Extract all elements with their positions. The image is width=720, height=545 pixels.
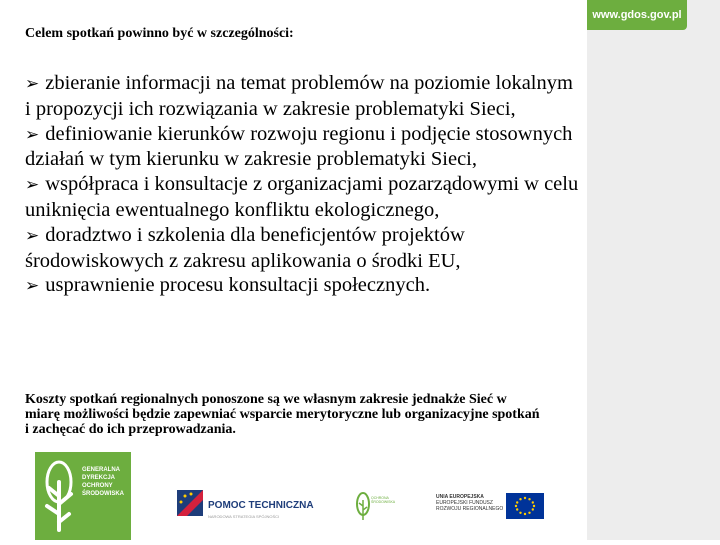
right-sidebar [587, 0, 720, 540]
eu-title: UNIA EUROPEJSKA [436, 494, 484, 500]
stars-arrow-icon [175, 486, 205, 522]
arrow-bullet-icon: ➢ [25, 124, 40, 145]
bullet-text: doradztwo i szkolenia dla beneficjentów projektów środowiskowych z zakresu aplikowania o środki EU, [25, 223, 465, 272]
arrow-bullet-icon: ➢ [25, 225, 40, 246]
eu-logo [436, 491, 548, 523]
pomoc-techniczna-label: POMOC TECHNICZNA [208, 500, 314, 511]
eu-logo-text [436, 494, 504, 512]
gdos-logo-text: GENERALNA DYREKCJA OCHRONY ŚRODOWISKA [82, 467, 124, 497]
arrow-bullet-icon: ➢ [25, 74, 40, 94]
list-item [25, 223, 580, 274]
arrow-bullet-icon: ➢ [25, 276, 40, 297]
bullet-list [25, 71, 580, 299]
eu-flag-icon [506, 493, 544, 519]
footer-note: Koszty spotkań regionalnych ponoszone są we własnym zakresie jednakże Sieć w miarę możliwości będzie zapewniać wsparcie merytoryczne lub organizacyjne spotkań i zachęcać do ich przeprowadzania. [25, 392, 540, 437]
pomoc-techniczna-logo [175, 486, 320, 522]
list-item [25, 71, 580, 122]
site-url-badge: www.gdos.gov.pl [587, 0, 687, 30]
bullet-text: zbieranie informacji na temat problemów na poziomie lokalnym i propozycji ich rozwiązania w zakresie problematyki Sieci, [25, 72, 573, 120]
eu-fund-name: EUROPEJSKI FUNDUSZ ROZWOJU REGIONALNEGO [436, 500, 504, 512]
list-item [25, 273, 580, 299]
bullet-text: usprawnienie procesu konsultacji społecznych. [45, 274, 431, 297]
bullet-text: definiowanie kierunków rozwoju regionu i podjęcie stosownych działań w tym kierunku w zakresie problematyki Sieci, [25, 122, 573, 171]
leaf-logo-text: OCHRONA ŚRODOWISKA [371, 496, 396, 504]
arrow-bullet-icon: ➢ [25, 175, 40, 196]
list-item [25, 122, 580, 173]
slide-heading: Celem spotkań powinno być w szczególności: [25, 26, 294, 41]
pomoc-techniczna-subtext: NARODOWA STRATEGIA SPÓJNOŚCI [208, 514, 280, 519]
list-item [25, 172, 580, 223]
bullet-text: współpraca i konsultacje z organizacjami pozarządowymi w celu uniknięcia ewentualnego konfliktu ekologicznego, [25, 173, 579, 221]
leaf-logo [355, 490, 395, 524]
gdos-logo [35, 452, 131, 540]
leaf-icon [355, 492, 371, 522]
